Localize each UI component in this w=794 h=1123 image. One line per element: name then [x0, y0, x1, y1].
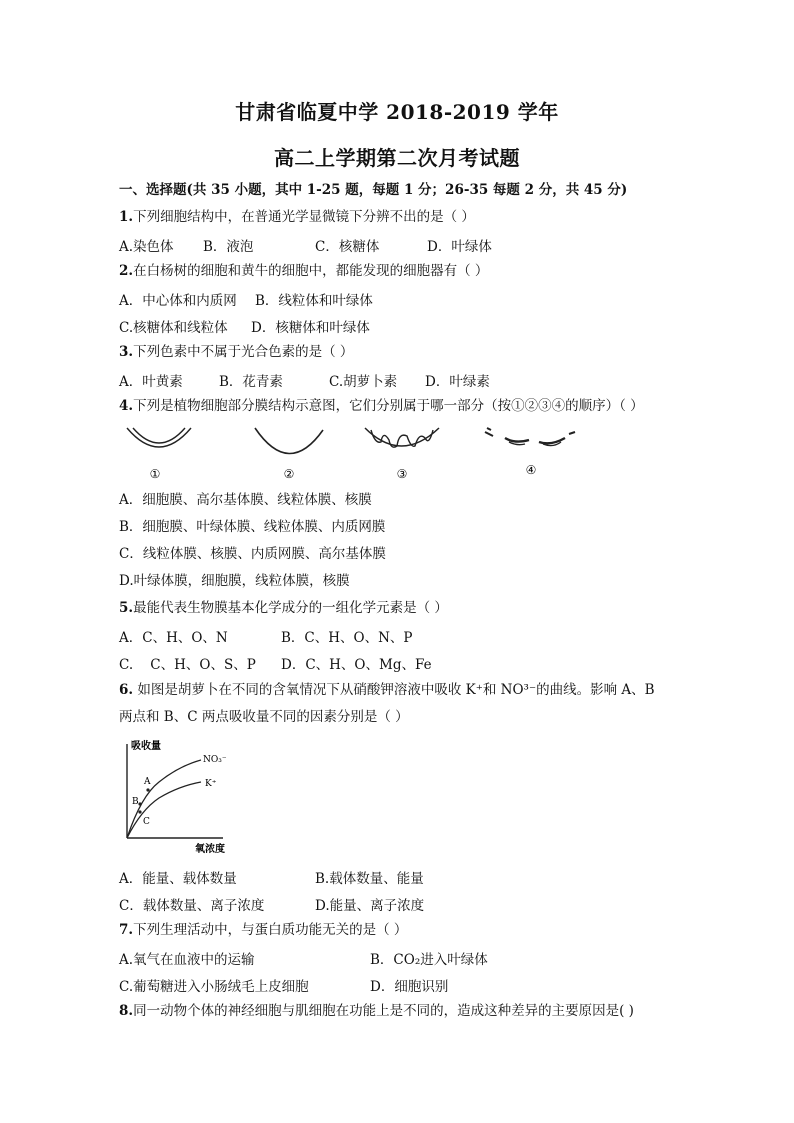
figure-label-2: ② — [283, 467, 295, 481]
option-c: C.葡萄糖进入小肠绒毛上皮细胞 — [119, 979, 309, 995]
question-4-option-c: C．线粒体膜、核膜、内质网膜、高尔基体膜 — [119, 546, 386, 562]
question-3-stem — [119, 343, 679, 361]
option-c: C. C、H、O、S、P — [119, 657, 256, 673]
exam-title-subject: 高二上学期第二次月考试题 — [274, 146, 520, 170]
option-d: D.能量、离子浓度 — [315, 898, 425, 914]
option-b: B．花青素 — [219, 374, 283, 390]
question-6-stem-line1 — [119, 681, 679, 699]
question-number: 3. — [119, 344, 134, 360]
question-number: 6. — [119, 682, 134, 698]
question-6-options-row2 — [119, 894, 679, 912]
option-c: C．核糖体 — [315, 239, 380, 255]
option-c: C.核糖体和线粒体 — [119, 320, 228, 336]
question-text: 下列色素中不属于光合色素的是（ ） — [133, 344, 354, 360]
question-2-options-row1 — [119, 289, 679, 307]
figure-label-4: ④ — [525, 463, 537, 477]
option-a: A．叶黄素 — [119, 374, 183, 390]
option-a: A.氧气在血液中的运输 — [119, 952, 255, 968]
question-text: 下列是植物细胞部分膜结构示意图，它们分别属于哪一部分（按①②③④的顺序）（ ） — [133, 398, 644, 414]
question-4-option-a: A．细胞膜、高尔基体膜、线粒体膜、核膜 — [119, 492, 372, 508]
membrane-3-figure — [365, 428, 439, 481]
option-c: C．载体数量、离子浓度 — [119, 898, 265, 914]
question-2-stem — [119, 262, 679, 280]
question-text: 在白杨树的细胞和黄牛的细胞中，都能发现的细胞器有（ ） — [133, 263, 489, 279]
question-number: 4. — [119, 398, 134, 414]
question-number: 8. — [119, 1003, 134, 1019]
section-heading: 一、选择题(共 35 小题，其中 1-25 题，每题 1 分；26-35 每题 2 分，共 45 分) — [119, 182, 628, 198]
question-text: 同一动物个体的神经细胞与肌细胞在功能上是不同的，造成这种差异的主要原因是( ) — [133, 1003, 634, 1019]
membrane-figure — [119, 420, 589, 484]
k-series-label: K⁺ — [205, 779, 217, 789]
question-number: 1. — [119, 209, 134, 225]
question-4-stem — [119, 397, 679, 415]
option-a: A.染色体 — [119, 239, 174, 255]
figure-label-1: ① — [149, 467, 161, 481]
point-c-label: C — [143, 817, 150, 827]
point-c-marker — [138, 810, 141, 813]
question-6-options-row1 — [119, 867, 679, 885]
question-number: 2. — [119, 263, 134, 279]
point-b-label: B — [132, 797, 139, 807]
no3-series-label: NO₃⁻ — [203, 755, 227, 765]
figure-label-3: ③ — [396, 467, 408, 481]
option-d: D．细胞识别 — [370, 979, 449, 995]
question-number: 7. — [119, 922, 134, 938]
option-a: A．能量、载体数量 — [119, 871, 237, 887]
question-4-option-b: B．细胞膜、叶绿体膜、线粒体膜、内质网膜 — [119, 519, 386, 535]
x-axis-label: 氧浓度 — [195, 844, 225, 855]
question-7-options-row2 — [119, 975, 679, 993]
question-8-stem — [119, 1002, 679, 1020]
option-d: D．C、H、O、Mg、Fe — [281, 657, 432, 673]
membrane-2-figure — [255, 428, 323, 481]
point-b-marker — [138, 802, 141, 805]
question-5-options-row1 — [119, 626, 679, 644]
point-a-marker — [146, 788, 149, 791]
option-b: B．C、H、O、N、P — [281, 630, 413, 646]
question-1-stem — [119, 208, 679, 226]
y-axis-label: 吸收量 — [131, 741, 161, 752]
question-5-stem — [119, 599, 679, 617]
option-b: B．CO₂进入叶绿体 — [370, 952, 488, 968]
question-5-options-row2 — [119, 653, 679, 671]
option-b: B．液泡 — [203, 239, 254, 255]
option-a: A．C、H、O、N — [119, 630, 228, 646]
question-2-options-row2 — [119, 316, 679, 334]
option-d: D．叶绿体 — [427, 239, 492, 255]
option-d: D．核糖体和叶绿体 — [251, 320, 370, 336]
question-text: 最能代表生物膜基本化学成分的一组化学元素是（ ） — [133, 600, 448, 616]
option-d: D．叶绿素 — [425, 374, 490, 390]
membrane-4-figure — [485, 428, 575, 477]
question-text: 下列细胞结构中，在普通光学显微镜下分辨不出的是（ ） — [133, 209, 475, 225]
option-c: C.胡萝卜素 — [329, 374, 398, 390]
question-text: 如图是胡萝卜在不同的含氧情况下从硝酸钾溶液中吸收 K⁺和 NO³⁻的曲线。影响 A、B — [133, 682, 655, 698]
question-3-options — [119, 370, 679, 388]
question-4-option-d: D.叶绿体膜，细胞膜，线粒体膜，核膜 — [119, 573, 350, 589]
option-b: B．线粒体和叶绿体 — [255, 293, 373, 309]
membrane-1-figure — [127, 428, 191, 481]
question-text: 下列生理活动中，与蛋白质功能无关的是（ ） — [133, 922, 408, 938]
question-6-stem-line2: 两点和 B、C 两点吸收量不同的因素分别是（ ） — [119, 709, 409, 725]
option-a: A．中心体和内质网 — [119, 293, 237, 309]
question-1-options — [119, 235, 679, 253]
question-7-options-row1 — [119, 948, 679, 966]
option-b: B.载体数量、能量 — [315, 871, 424, 887]
question-7-stem — [119, 921, 679, 939]
exam-title-school: 甘肃省临夏中学 2018-2019 学年 — [235, 100, 559, 124]
point-a-label: A — [144, 777, 151, 787]
absorption-curve-figure — [119, 738, 249, 858]
question-number: 5. — [119, 600, 134, 616]
